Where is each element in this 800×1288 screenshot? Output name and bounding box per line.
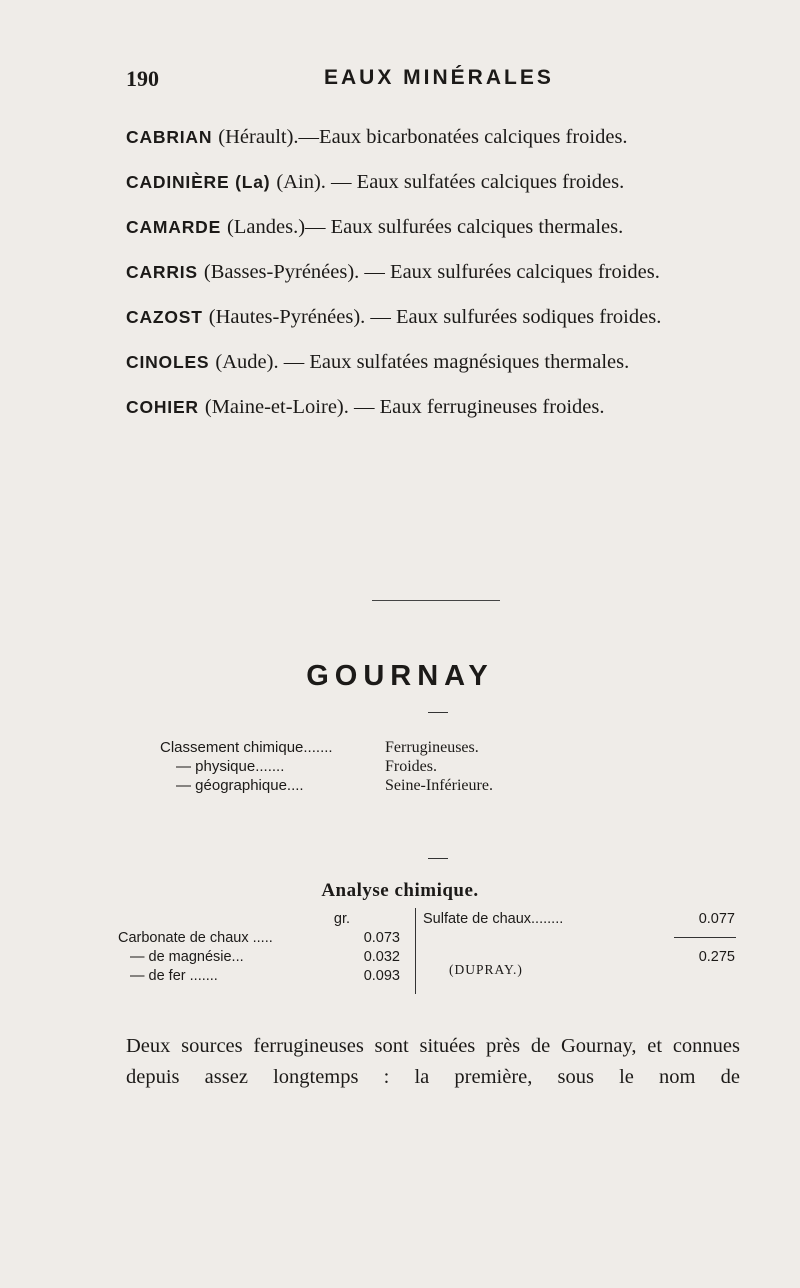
entry — [126, 392, 740, 423]
entry — [126, 347, 740, 378]
classement-label: — physique....... — [176, 758, 285, 775]
spacer-row — [423, 929, 739, 948]
component-name: — de fer ....... — [130, 968, 218, 984]
analysis-title: Analyse chimique. — [321, 880, 479, 901]
unit-row — [118, 910, 400, 929]
entry — [126, 167, 740, 198]
entry — [126, 257, 740, 288]
entry-text: (Hérault).—Eaux bicarbonatées calciques froides. — [218, 126, 628, 148]
unit-label: gr. — [333, 911, 350, 927]
classement-value: Ferrugineuses. — [385, 739, 479, 756]
running-head — [126, 66, 746, 96]
entry — [126, 212, 740, 243]
entry-name: CARRIS — [126, 262, 198, 282]
classement-row — [160, 776, 700, 795]
analysis-left-column — [118, 910, 400, 986]
component-value: 0.077 — [698, 911, 735, 927]
classement-value: Seine-Inférieure. — [385, 777, 493, 794]
page-number: 190 — [126, 66, 159, 91]
entry-name: CADINIÈRE (La) — [126, 172, 271, 192]
entry-text: (Ain). — Eaux sulfatées calciques froides. — [276, 171, 625, 193]
running-title: EAUX MINÉRALES — [324, 66, 554, 89]
entry-name: COHIER — [126, 397, 199, 417]
analysis-right-column — [423, 910, 739, 977]
component-name: — de magnésie... — [130, 949, 244, 965]
entry-text: (Maine-et-Loire). — Eaux ferrugineuses froides. — [204, 396, 605, 418]
analysis-row — [118, 967, 400, 986]
component-value: 0.093 — [363, 968, 400, 984]
entry-name: CAMARDE — [126, 217, 222, 237]
entry-text: (Basses-Pyrénées). — Eaux sulfurées calciques froides. — [203, 261, 660, 283]
analysis-row — [423, 910, 739, 929]
author-citation: (DUPRAY.) — [449, 962, 523, 977]
closing-paragraph: Deux sources ferrugineuses sont situées près de Gournay, et connues depuis assez longtemps : la première, sous le nom de — [126, 1034, 740, 1088]
entry-text: (Aude). — Eaux sulfatées magnésiques thermales. — [215, 351, 630, 373]
component-value: 0.073 — [363, 930, 400, 946]
section-divider — [372, 600, 500, 601]
classement-value: Froides. — [385, 758, 437, 775]
entries-list — [126, 122, 740, 437]
column-divider — [415, 908, 416, 994]
total-value: 0.275 — [698, 949, 735, 965]
analysis-row — [118, 929, 400, 948]
classement-row — [160, 757, 700, 776]
component-name: Carbonate de chaux ..... — [118, 930, 273, 946]
classement-label: — géographique.... — [176, 777, 304, 794]
entry-text: (Landes.)— Eaux sulfurées calciques thermales. — [227, 216, 624, 238]
classement-label: Classement chimique....... — [160, 739, 333, 756]
entry-name: CINOLES — [126, 352, 210, 372]
entry — [126, 302, 740, 333]
short-divider — [428, 712, 448, 713]
classement-table — [160, 738, 700, 795]
total-rule — [674, 937, 736, 938]
entry-text: (Hautes-Pyrénées). — Eaux sulfurées sodiques froides. — [208, 306, 662, 328]
short-divider — [428, 858, 448, 859]
entry-name: CAZOST — [126, 307, 203, 327]
analysis-row — [118, 948, 400, 967]
section-heading: GOURNAY — [306, 660, 494, 692]
component-name: Sulfate de chaux........ — [423, 911, 564, 927]
classement-row — [160, 738, 700, 757]
entry — [126, 122, 740, 153]
component-value: 0.032 — [363, 949, 400, 965]
entry-name: CABRIAN — [126, 127, 213, 147]
